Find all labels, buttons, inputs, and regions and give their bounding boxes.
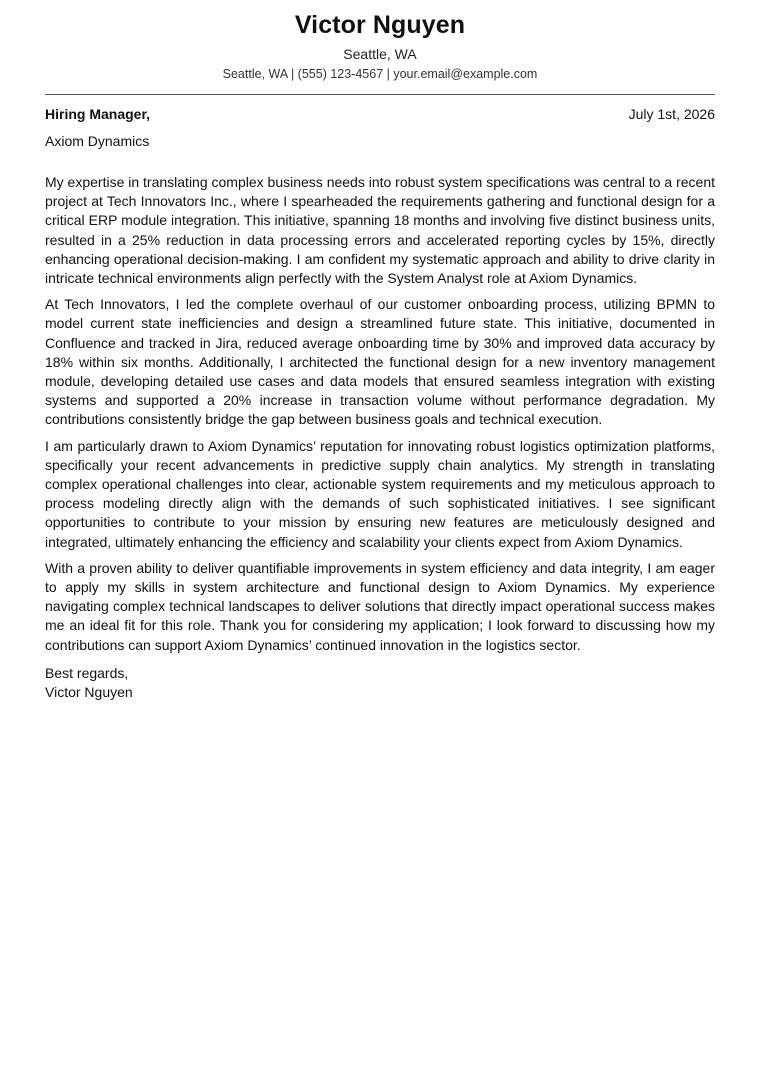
header-divider	[45, 94, 715, 95]
body-paragraph: With a proven ability to deliver quantifiable improvements in system efficiency and data integrity, I am eager to apply my skills in system architecture and functional design to Axiom Dynamics. My experience navigating complex technical landscapes to deliver solutions that directly impact operational success makes me an ideal fit for this role. Thank you for considering my application; I look forward to discussing how my contributions can support Axiom Dynamics’ continued innovation in the logistics sector.	[45, 559, 715, 653]
recipient-company: Axiom Dynamics	[45, 133, 150, 149]
recipient-greeting: Hiring Manager,	[45, 106, 151, 122]
recipient-date-row	[45, 105, 715, 123]
body-paragraph: My expertise in translating complex business needs into robust system specifications was central to a recent project at Tech Innovators Inc., where I spearheaded the requirements gathering and functional design for a critical ERP module integration. This initiative, spanning 18 months and involving five distinct business units, resulted in a 25% reduction in data processing errors and accelerated reporting cycles by 15%, directly enhancing operational decision-making. I am confident my systematic approach and ability to drive clarity in intricate technical environments align perfectly with the System Analyst role at Axiom Dynamics.	[45, 174, 715, 287]
sender-location: Seattle, WA	[343, 46, 417, 62]
body-paragraph: I am particularly drawn to Axiom Dynamics’ reputation for innovating robust logistics optimization platforms, specifically your recent advancements in predictive supply chain analytics. My strength in translating complex operational challenges into clear, actionable system requirements and my meticulous approach to process modeling directly align with the demands of such sophisticated initiatives. I see significant opportunities to contribute to your mission by ensuring new features are meticulously designed and integrated, ultimately enhancing the efficiency and scalability your clients expect from Axiom Dynamics.	[45, 437, 715, 550]
sender-contact-line: Seattle, WA | (555) 123-4567 | your.email@example.com	[222, 67, 538, 81]
letter-closing	[45, 664, 715, 702]
sender-name: Victor Nguyen	[294, 11, 466, 39]
closing-salutation: Best regards,	[45, 664, 129, 681]
closing-signature: Victor Nguyen	[45, 684, 133, 701]
letter-date: July 1st, 2026	[628, 106, 715, 122]
letter-body	[45, 173, 715, 655]
body-paragraph: At Tech Innovators, I led the complete overhaul of our customer onboarding process, utilizing BPMN to model current state inefficiencies and design a streamlined future state. This initiative, documented in Confluence and tracked in Jira, reduced average onboarding time by 30% and improved data accuracy by 18% within six months. Additionally, I architected the functional design for a new inventory management module, developing detailed use cases and data models that ensured seamless integration with existing systems and supported a 20% increase in transaction volume without performance degradation. My contributions consistently bridge the gap between business goals and technical execution.	[45, 296, 715, 428]
letter-header	[45, 0, 715, 82]
